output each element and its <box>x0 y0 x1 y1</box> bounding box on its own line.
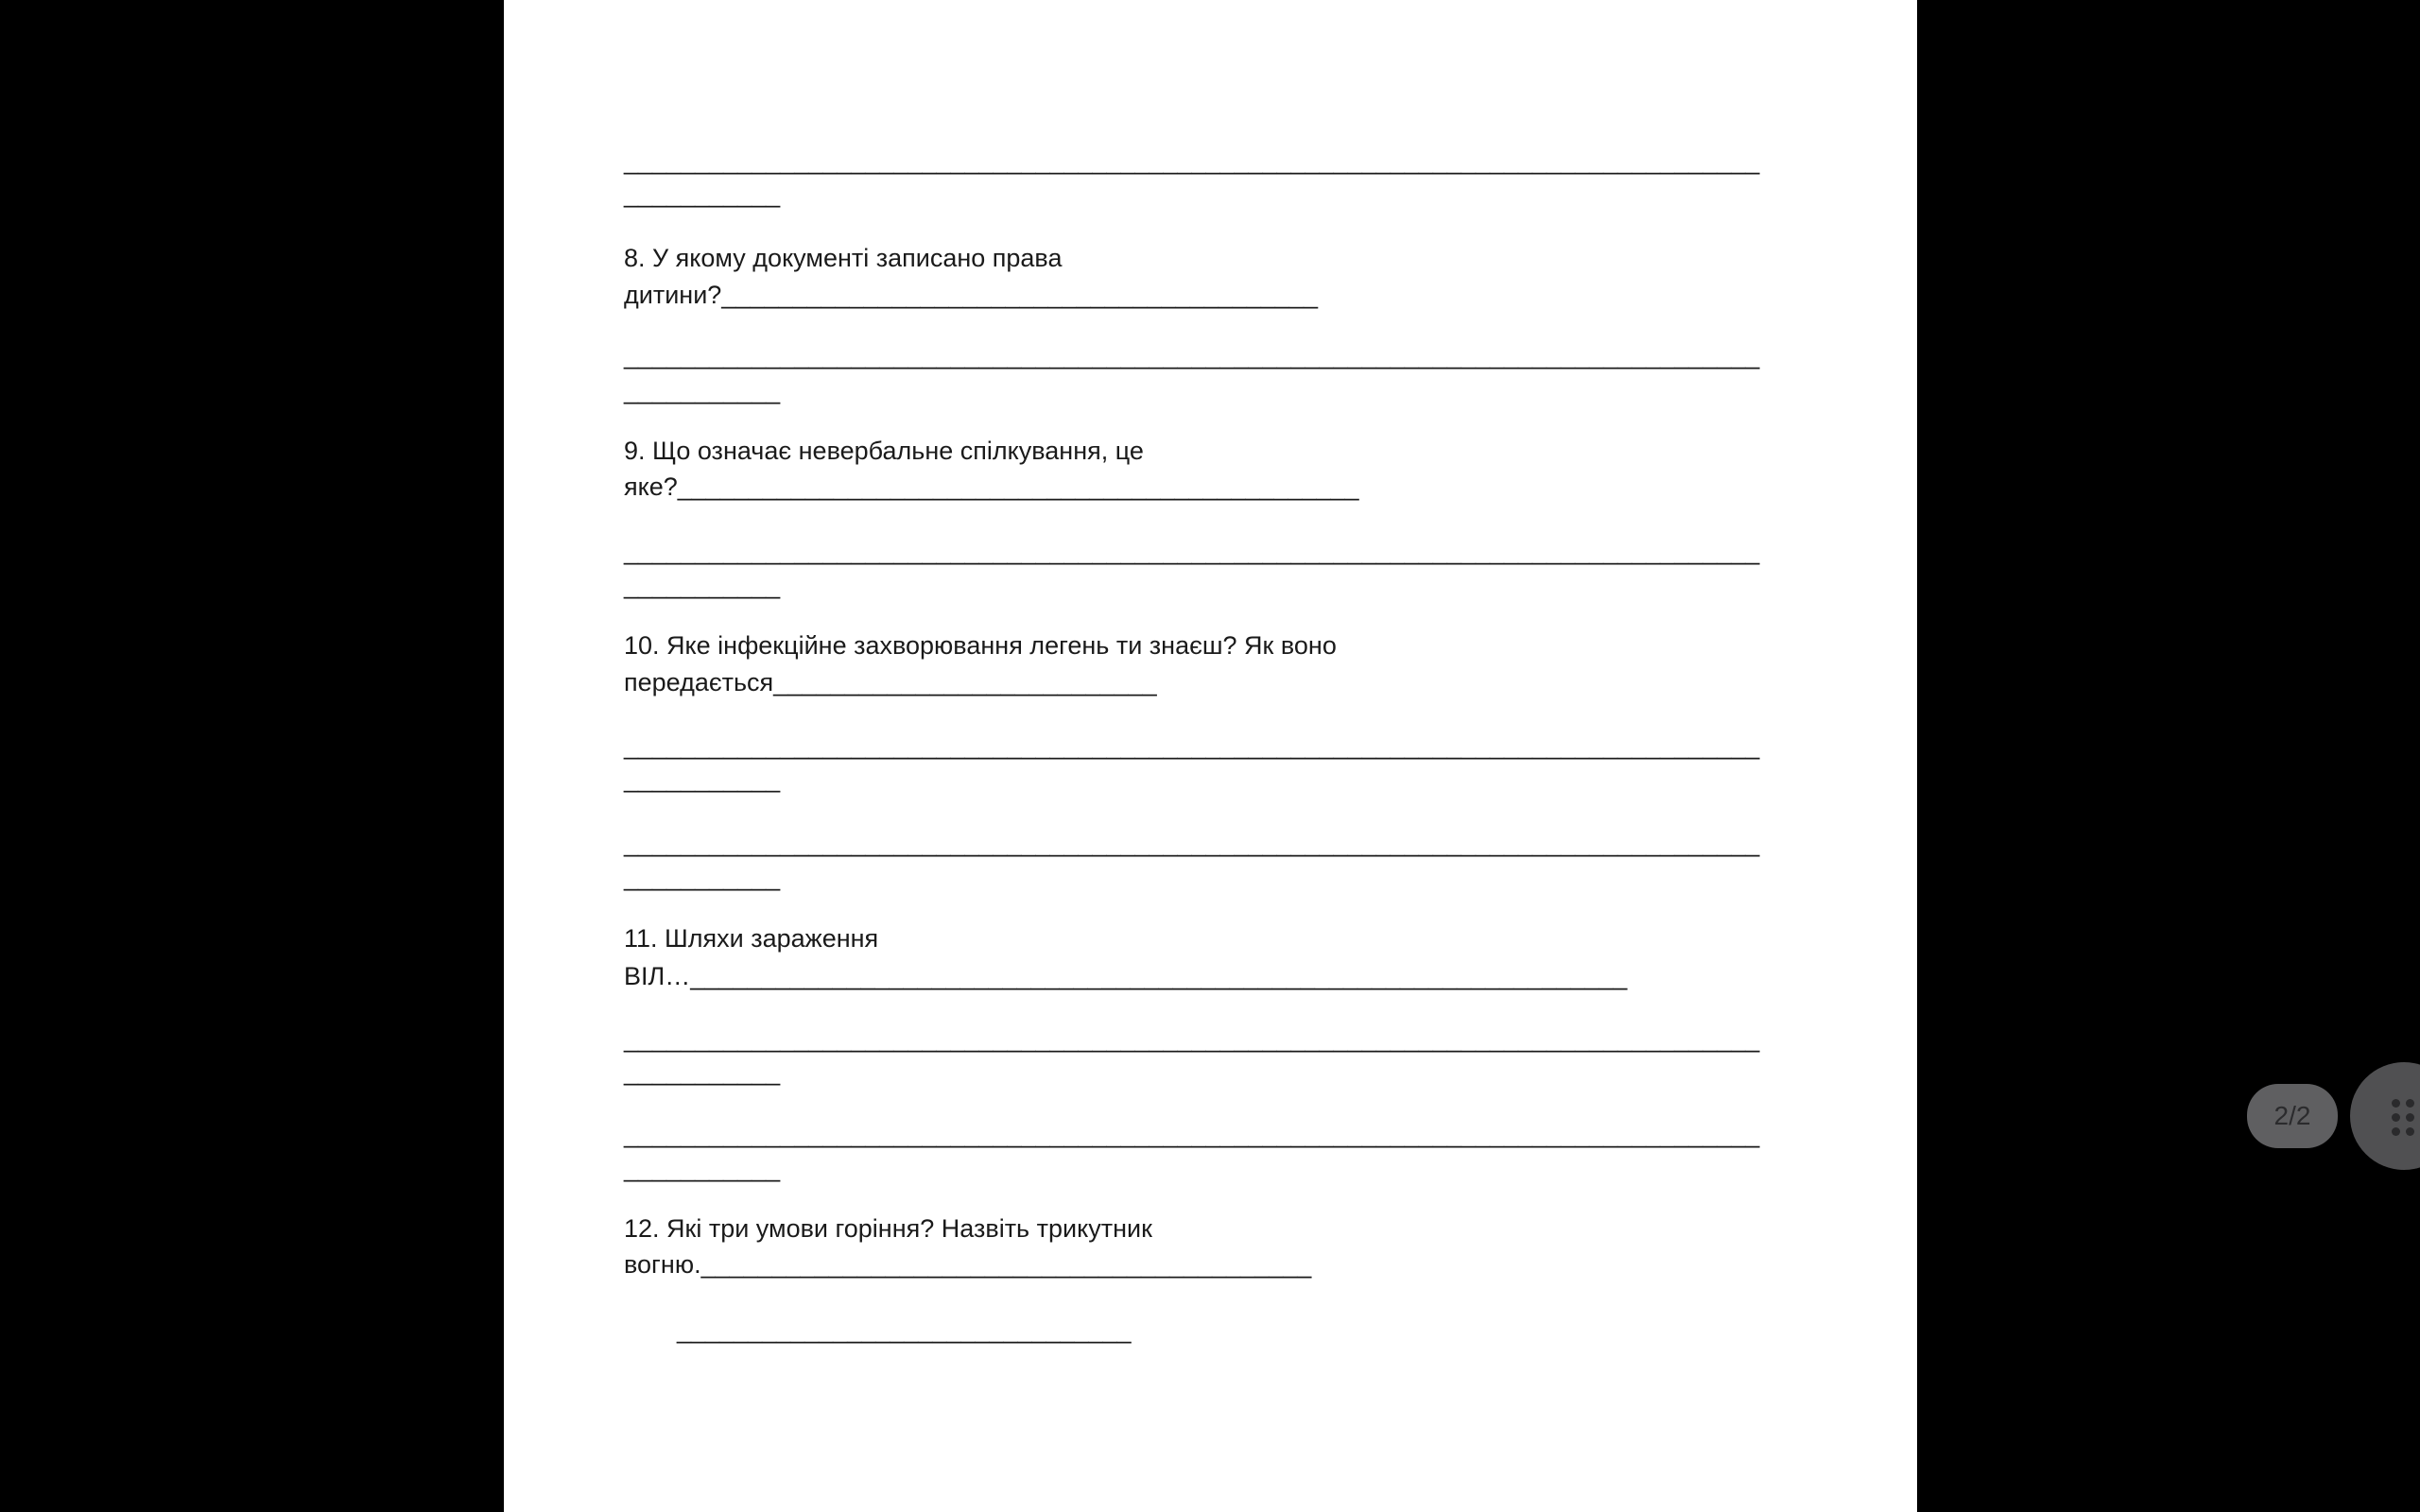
answer-blank-line: ________________________________________________________________________________ <box>624 146 1760 175</box>
answer-blank-line: ___________ <box>624 1057 781 1086</box>
answer-blank-line: ________________________________________________________________________________ <box>624 1120 1760 1148</box>
answer-blank-line: ___________ <box>624 765 781 793</box>
answer-blank-line: ___________ <box>624 863 781 891</box>
answer-blank-line: ________________________________________________________________________________ <box>624 341 1760 369</box>
question-text-line: 8. У якому документі записано права <box>624 244 1063 272</box>
page-indicator-badge <box>2247 1084 2338 1148</box>
question-text-line: 9. Що означає невербальне спілкування, це <box>624 437 1144 465</box>
question-text-line: ВІЛ…__________________________________________________________________ <box>624 962 1628 990</box>
grid-dots-icon <box>2392 1099 2420 1136</box>
page-indicator-text: 2/2 <box>2273 1101 2311 1130</box>
question-text-line: вогню.___________________________________________ <box>624 1250 1312 1279</box>
floating-handle-button[interactable] <box>2350 1062 2420 1170</box>
answer-blank-line: ________________________________________________________________________________ <box>624 731 1760 760</box>
question-text-line: дитини?__________________________________________ <box>624 281 1318 309</box>
question-text-line: 12. Які три умови горіння? Назвіть трикутник <box>624 1214 1152 1243</box>
answer-blank-line: ________________________________________________________________________________ <box>624 537 1760 565</box>
question-text-line: яке?________________________________________________ <box>624 472 1359 501</box>
answer-blank-line: ________________________________________________________________________________ <box>624 1024 1760 1053</box>
answer-blank-line: ___________ <box>624 180 781 208</box>
question-text-line: 11. Шляхи зараження <box>624 924 879 953</box>
answer-blank-line: ________________________________ <box>677 1315 1132 1344</box>
question-text-line: 10. Яке інфекційне захворювання легень ти знаєш? Як воно <box>624 631 1337 660</box>
answer-blank-line: ___________ <box>624 1154 781 1182</box>
answer-blank-line: ___________ <box>624 571 781 599</box>
document-page[interactable] <box>504 0 1917 1512</box>
answer-blank-line: ___________ <box>624 376 781 404</box>
answer-blank-line: ________________________________________________________________________________ <box>624 829 1760 857</box>
question-text-line: передається___________________________ <box>624 668 1157 696</box>
